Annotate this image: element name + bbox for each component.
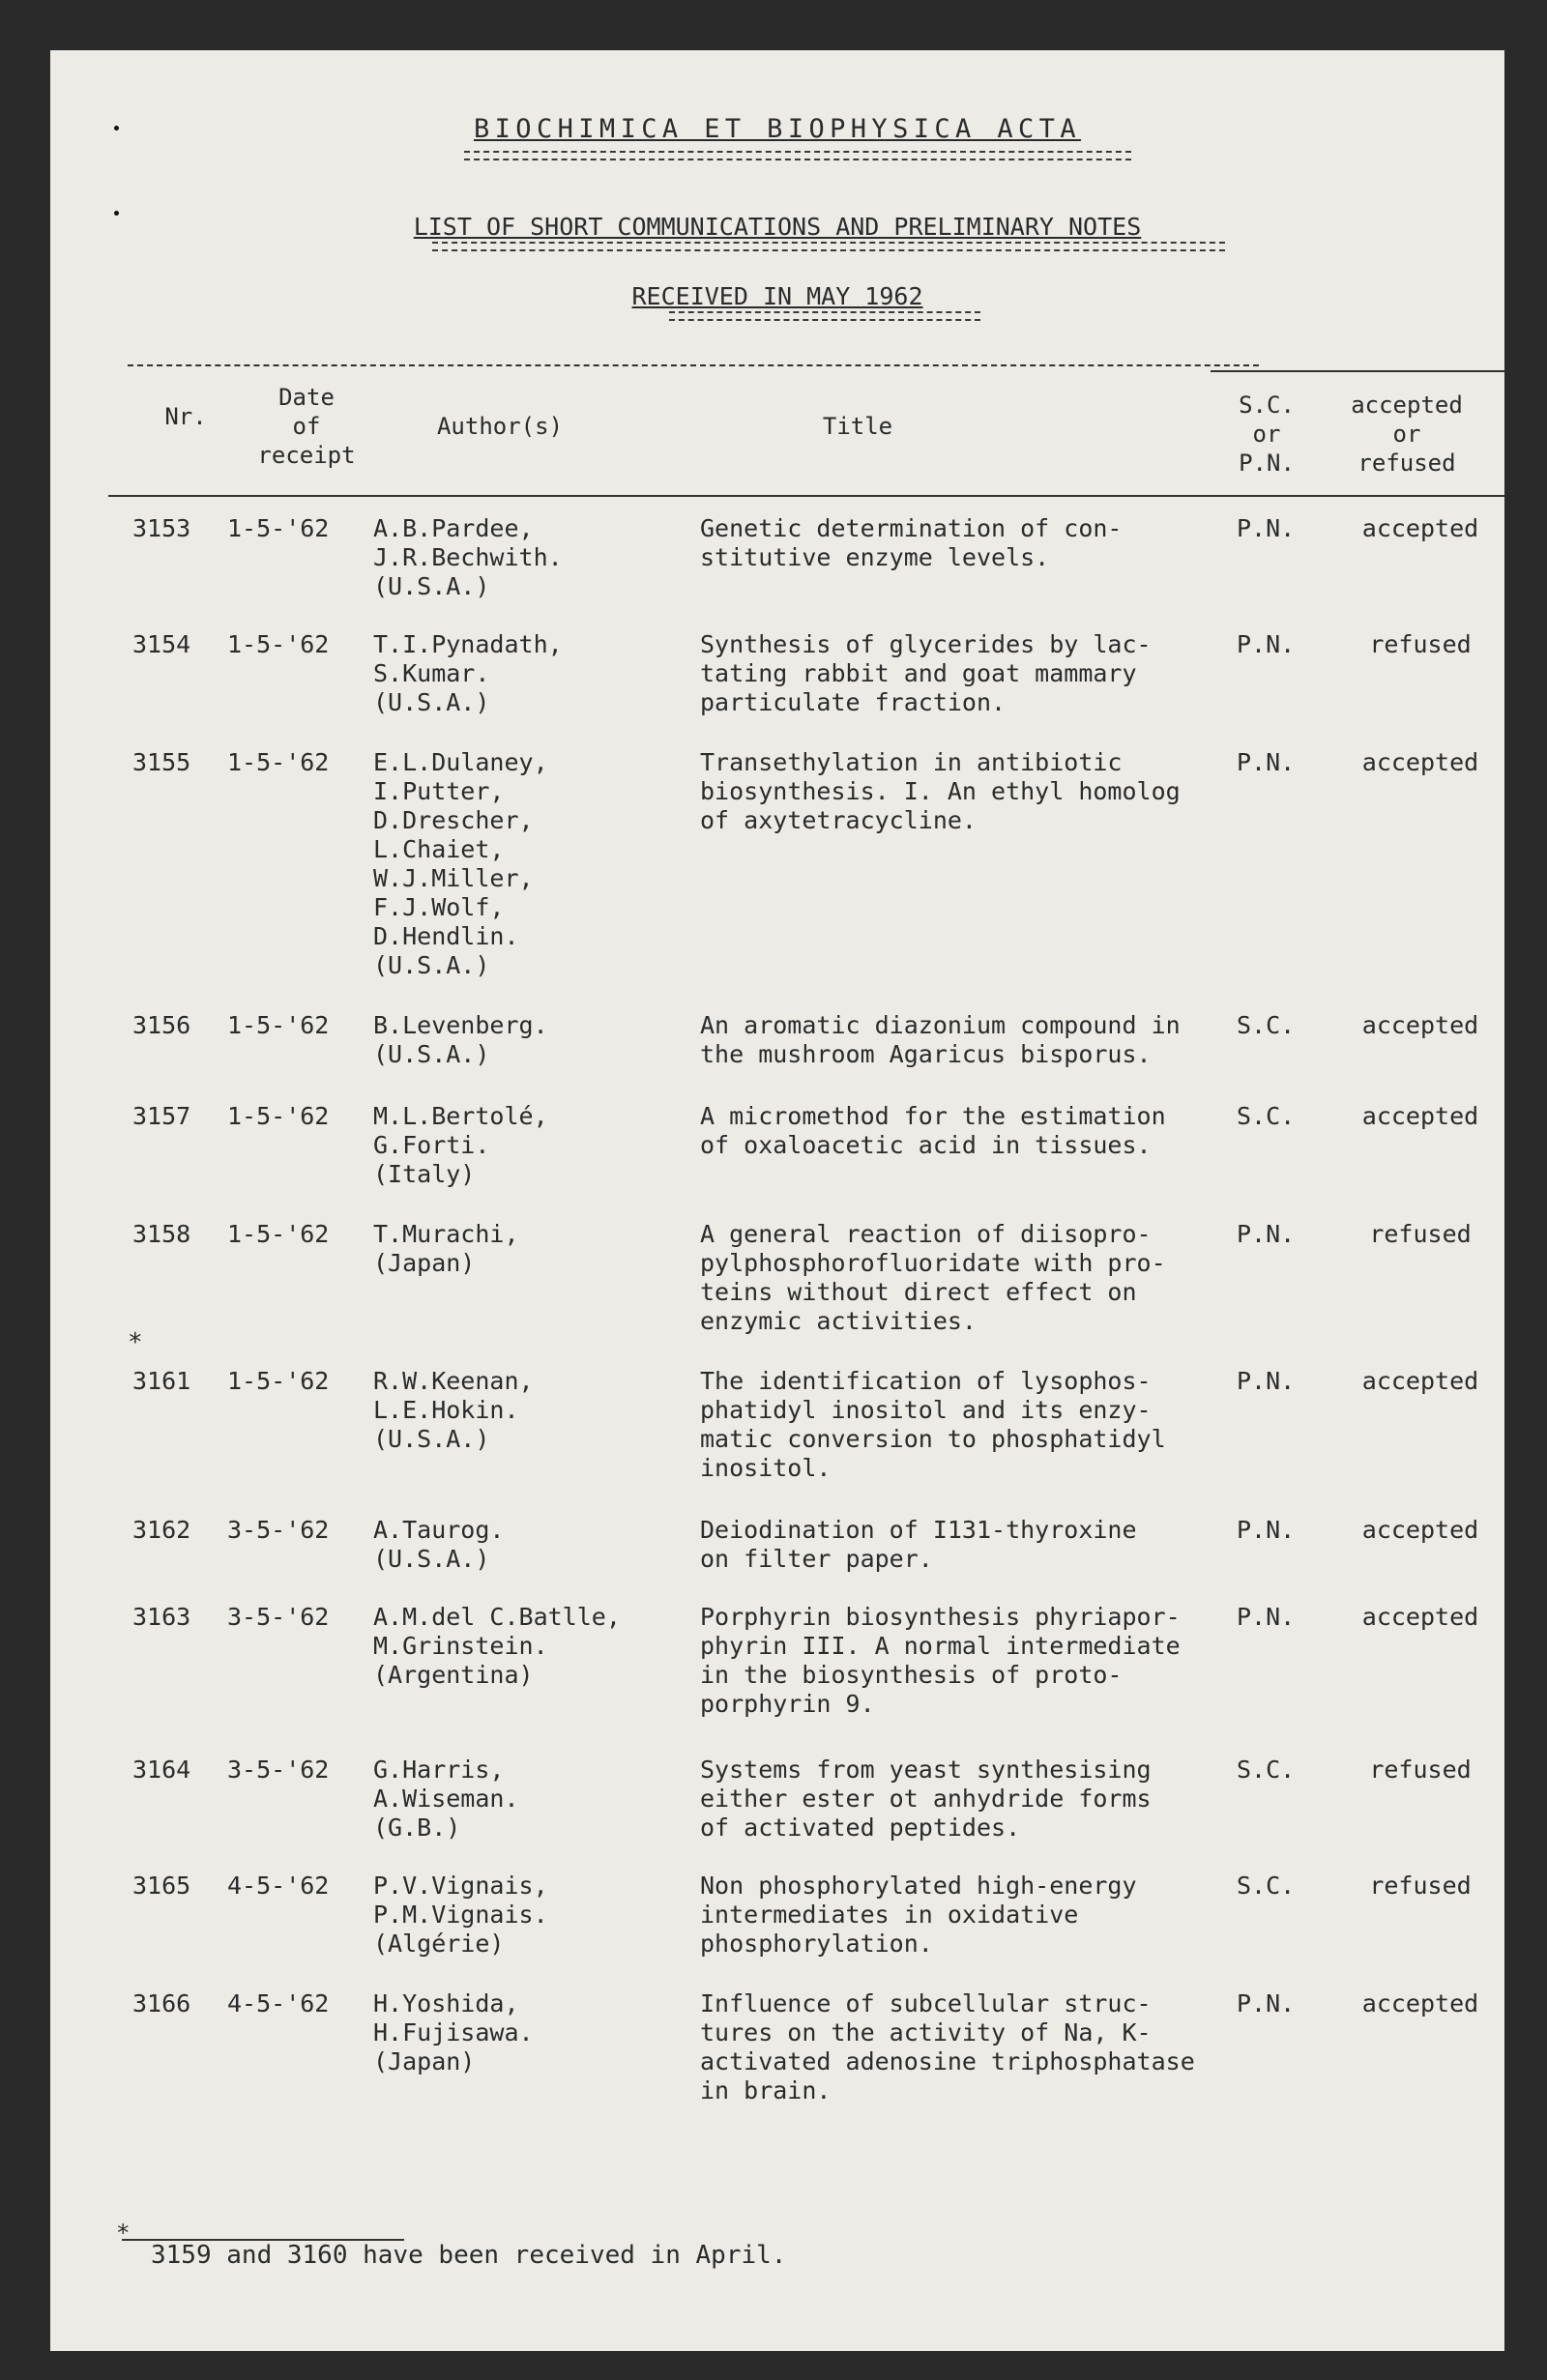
entry-status: accepted bbox=[1361, 1367, 1479, 1395]
entry-date: 4-5-'62 bbox=[227, 1989, 330, 2017]
entry-authors: M.L.Bertolé, G.Forti. (Italy) bbox=[373, 1102, 548, 1188]
entry-status: refused bbox=[1369, 630, 1472, 658]
header-date: Date of receipt bbox=[257, 384, 356, 469]
entry-status: accepted bbox=[1361, 1102, 1479, 1130]
entry-authors: H.Yoshida, H.Fujisawa. (Japan) bbox=[373, 1989, 534, 2075]
entry-authors: A.B.Pardee, J.R.Bechwith. (U.S.A.) bbox=[373, 514, 563, 600]
entry-date: 1-5-'62 bbox=[227, 1367, 330, 1395]
header-nr: Nr. bbox=[164, 403, 207, 430]
entry-date: 1-5-'62 bbox=[227, 1220, 330, 1248]
entry-status: accepted bbox=[1361, 1603, 1479, 1631]
entry-date: 1-5-'62 bbox=[227, 630, 330, 658]
received-double-underline bbox=[669, 311, 980, 321]
entry-authors: P.V.Vignais, P.M.Vignais. (Algérie) bbox=[373, 1872, 548, 1958]
entry-number: 3164 bbox=[132, 1756, 191, 1784]
entry-date: 1-5-'62 bbox=[227, 748, 330, 776]
entry-title: An aromatic diazonium compound in the mushroom Agaricus bisporus. bbox=[700, 1011, 1181, 1068]
entry-number: 3156 bbox=[132, 1011, 191, 1039]
entry-type: P.N. bbox=[1237, 514, 1296, 542]
received-line: RECEIVED IN MAY 1962 bbox=[631, 282, 923, 310]
entry-number: 3166 bbox=[132, 1989, 191, 2017]
entry-date: 1-5-'62 bbox=[227, 1102, 330, 1130]
entry-title: Deiodination of I131-thyroxine on filter paper. bbox=[700, 1516, 1137, 1573]
header-author: Author(s) bbox=[436, 413, 564, 440]
entry-authors: T.Murachi, (Japan) bbox=[373, 1220, 519, 1277]
entry-title: A general reaction of diisopro- pylphosphorofluoridate with pro- teins without direct effect on enzymic activities. bbox=[700, 1220, 1166, 1335]
header-type: S.C. or P.N. bbox=[1239, 392, 1295, 477]
entry-type: S.C. bbox=[1237, 1756, 1296, 1784]
entry-date: 1-5-'62 bbox=[227, 514, 330, 542]
entry-type: P.N. bbox=[1237, 1989, 1296, 2017]
entry-authors: B.Levenberg. (U.S.A.) bbox=[373, 1011, 548, 1068]
entry-number: 3162 bbox=[132, 1516, 191, 1544]
entry-authors: R.W.Keenan, L.E.Hokin. (U.S.A.) bbox=[373, 1367, 534, 1453]
header-top-rule bbox=[128, 364, 1259, 366]
entry-title: Transethylation in antibiotic biosynthesis. I. An ethyl homolog of axytetracycline. bbox=[700, 748, 1181, 834]
entry-number: 3161 bbox=[132, 1367, 191, 1395]
footnote-text: 3159 and 3160 have been received in April. bbox=[151, 2241, 787, 2270]
entry-type: S.C. bbox=[1237, 1102, 1296, 1130]
list-title: LIST OF SHORT COMMUNICATIONS AND PRELIMINARY NOTES bbox=[413, 213, 1142, 241]
entry-status: accepted bbox=[1361, 1516, 1479, 1544]
footnote-asterisk: * bbox=[116, 2220, 131, 2247]
entry-status: accepted bbox=[1361, 1989, 1479, 2017]
entry-status: accepted bbox=[1361, 1011, 1479, 1039]
entry-type: P.N. bbox=[1237, 630, 1296, 658]
header-top-rule-right bbox=[1211, 370, 1504, 372]
entry-number: 3157 bbox=[132, 1102, 191, 1130]
entry-title: Non phosphorylated high-energy intermediates in oxidative phosphorylation. bbox=[700, 1872, 1137, 1958]
entry-number: 3154 bbox=[132, 630, 191, 658]
entry-title: Porphyrin biosynthesis phyriapor- phyrin III. A normal intermediate in the biosynthesis of proto- porphyrin 9. bbox=[700, 1603, 1181, 1718]
entry-type: S.C. bbox=[1237, 1011, 1296, 1039]
entry-date: 1-5-'62 bbox=[227, 1011, 330, 1039]
entry-status: refused bbox=[1369, 1220, 1472, 1248]
entry-type: P.N. bbox=[1237, 1367, 1296, 1395]
entry-title: The identification of lysophos- phatidyl inositol and its enzy- matic conversion to phosphatidyl inositol. bbox=[700, 1367, 1166, 1482]
entry-number: 3155 bbox=[132, 748, 191, 776]
entry-authors: T.I.Pynadath, S.Kumar. (U.S.A.) bbox=[373, 630, 563, 716]
title-double-underline bbox=[464, 151, 1131, 160]
header-title: Title bbox=[822, 413, 893, 440]
entry-title: A micromethod for the estimation of oxaloacetic acid in tissues. bbox=[700, 1102, 1166, 1159]
entry-number: 3158 bbox=[132, 1220, 191, 1248]
entry-type: P.N. bbox=[1237, 1220, 1296, 1248]
journal-title: BIOCHIMICA ET BIOPHYSICA ACTA bbox=[473, 114, 1081, 144]
document-page bbox=[50, 50, 1504, 2351]
entry-date: 3-5-'62 bbox=[227, 1516, 330, 1544]
entry-number: 3153 bbox=[132, 514, 191, 542]
entry-title: Influence of subcellular struc- tures on the activity of Na, K- activated adenosine triphosphatase in brain. bbox=[700, 1989, 1195, 2104]
entry-type: P.N. bbox=[1237, 748, 1296, 776]
entry-status: refused bbox=[1369, 1872, 1472, 1900]
entry-date: 4-5-'62 bbox=[227, 1872, 330, 1900]
entry-date: 3-5-'62 bbox=[227, 1756, 330, 1784]
entry-date: 3-5-'62 bbox=[227, 1603, 330, 1631]
entry-type: P.N. bbox=[1237, 1603, 1296, 1631]
entry-title: Systems from yeast synthesising either ester ot anhydride forms of activated peptides. bbox=[700, 1756, 1152, 1842]
entry-type: S.C. bbox=[1237, 1872, 1296, 1900]
entry-authors: A.M.del C.Batlle, M.Grinstein. (Argentina) bbox=[373, 1603, 621, 1689]
entry-authors: E.L.Dulaney, I.Putter, D.Drescher, L.Chaiet, W.J.Miller, F.J.Wolf, D.Hendlin. (U.S.A.) bbox=[373, 748, 548, 979]
entry-authors: G.Harris, A.Wiseman. (G.B.) bbox=[373, 1756, 519, 1842]
entry-title: Genetic determination of con- stitutive enzyme levels. bbox=[700, 514, 1123, 571]
entry-title: Synthesis of glycerides by lac- tating rabbit and goat mammary particulate fraction. bbox=[700, 630, 1152, 716]
entry-status: accepted bbox=[1361, 748, 1479, 776]
asterisk-mark: * bbox=[128, 1328, 143, 1357]
entry-type: P.N. bbox=[1237, 1516, 1296, 1544]
entry-status: refused bbox=[1369, 1756, 1472, 1784]
entry-authors: A.Taurog. (U.S.A.) bbox=[373, 1516, 505, 1573]
list-title-double-underline bbox=[432, 242, 1225, 251]
entry-number: 3163 bbox=[132, 1603, 191, 1631]
entry-status: accepted bbox=[1361, 514, 1479, 542]
header-bottom-rule bbox=[108, 495, 1504, 497]
header-status: accepted or refused bbox=[1351, 392, 1463, 477]
entry-number: 3165 bbox=[132, 1872, 191, 1900]
